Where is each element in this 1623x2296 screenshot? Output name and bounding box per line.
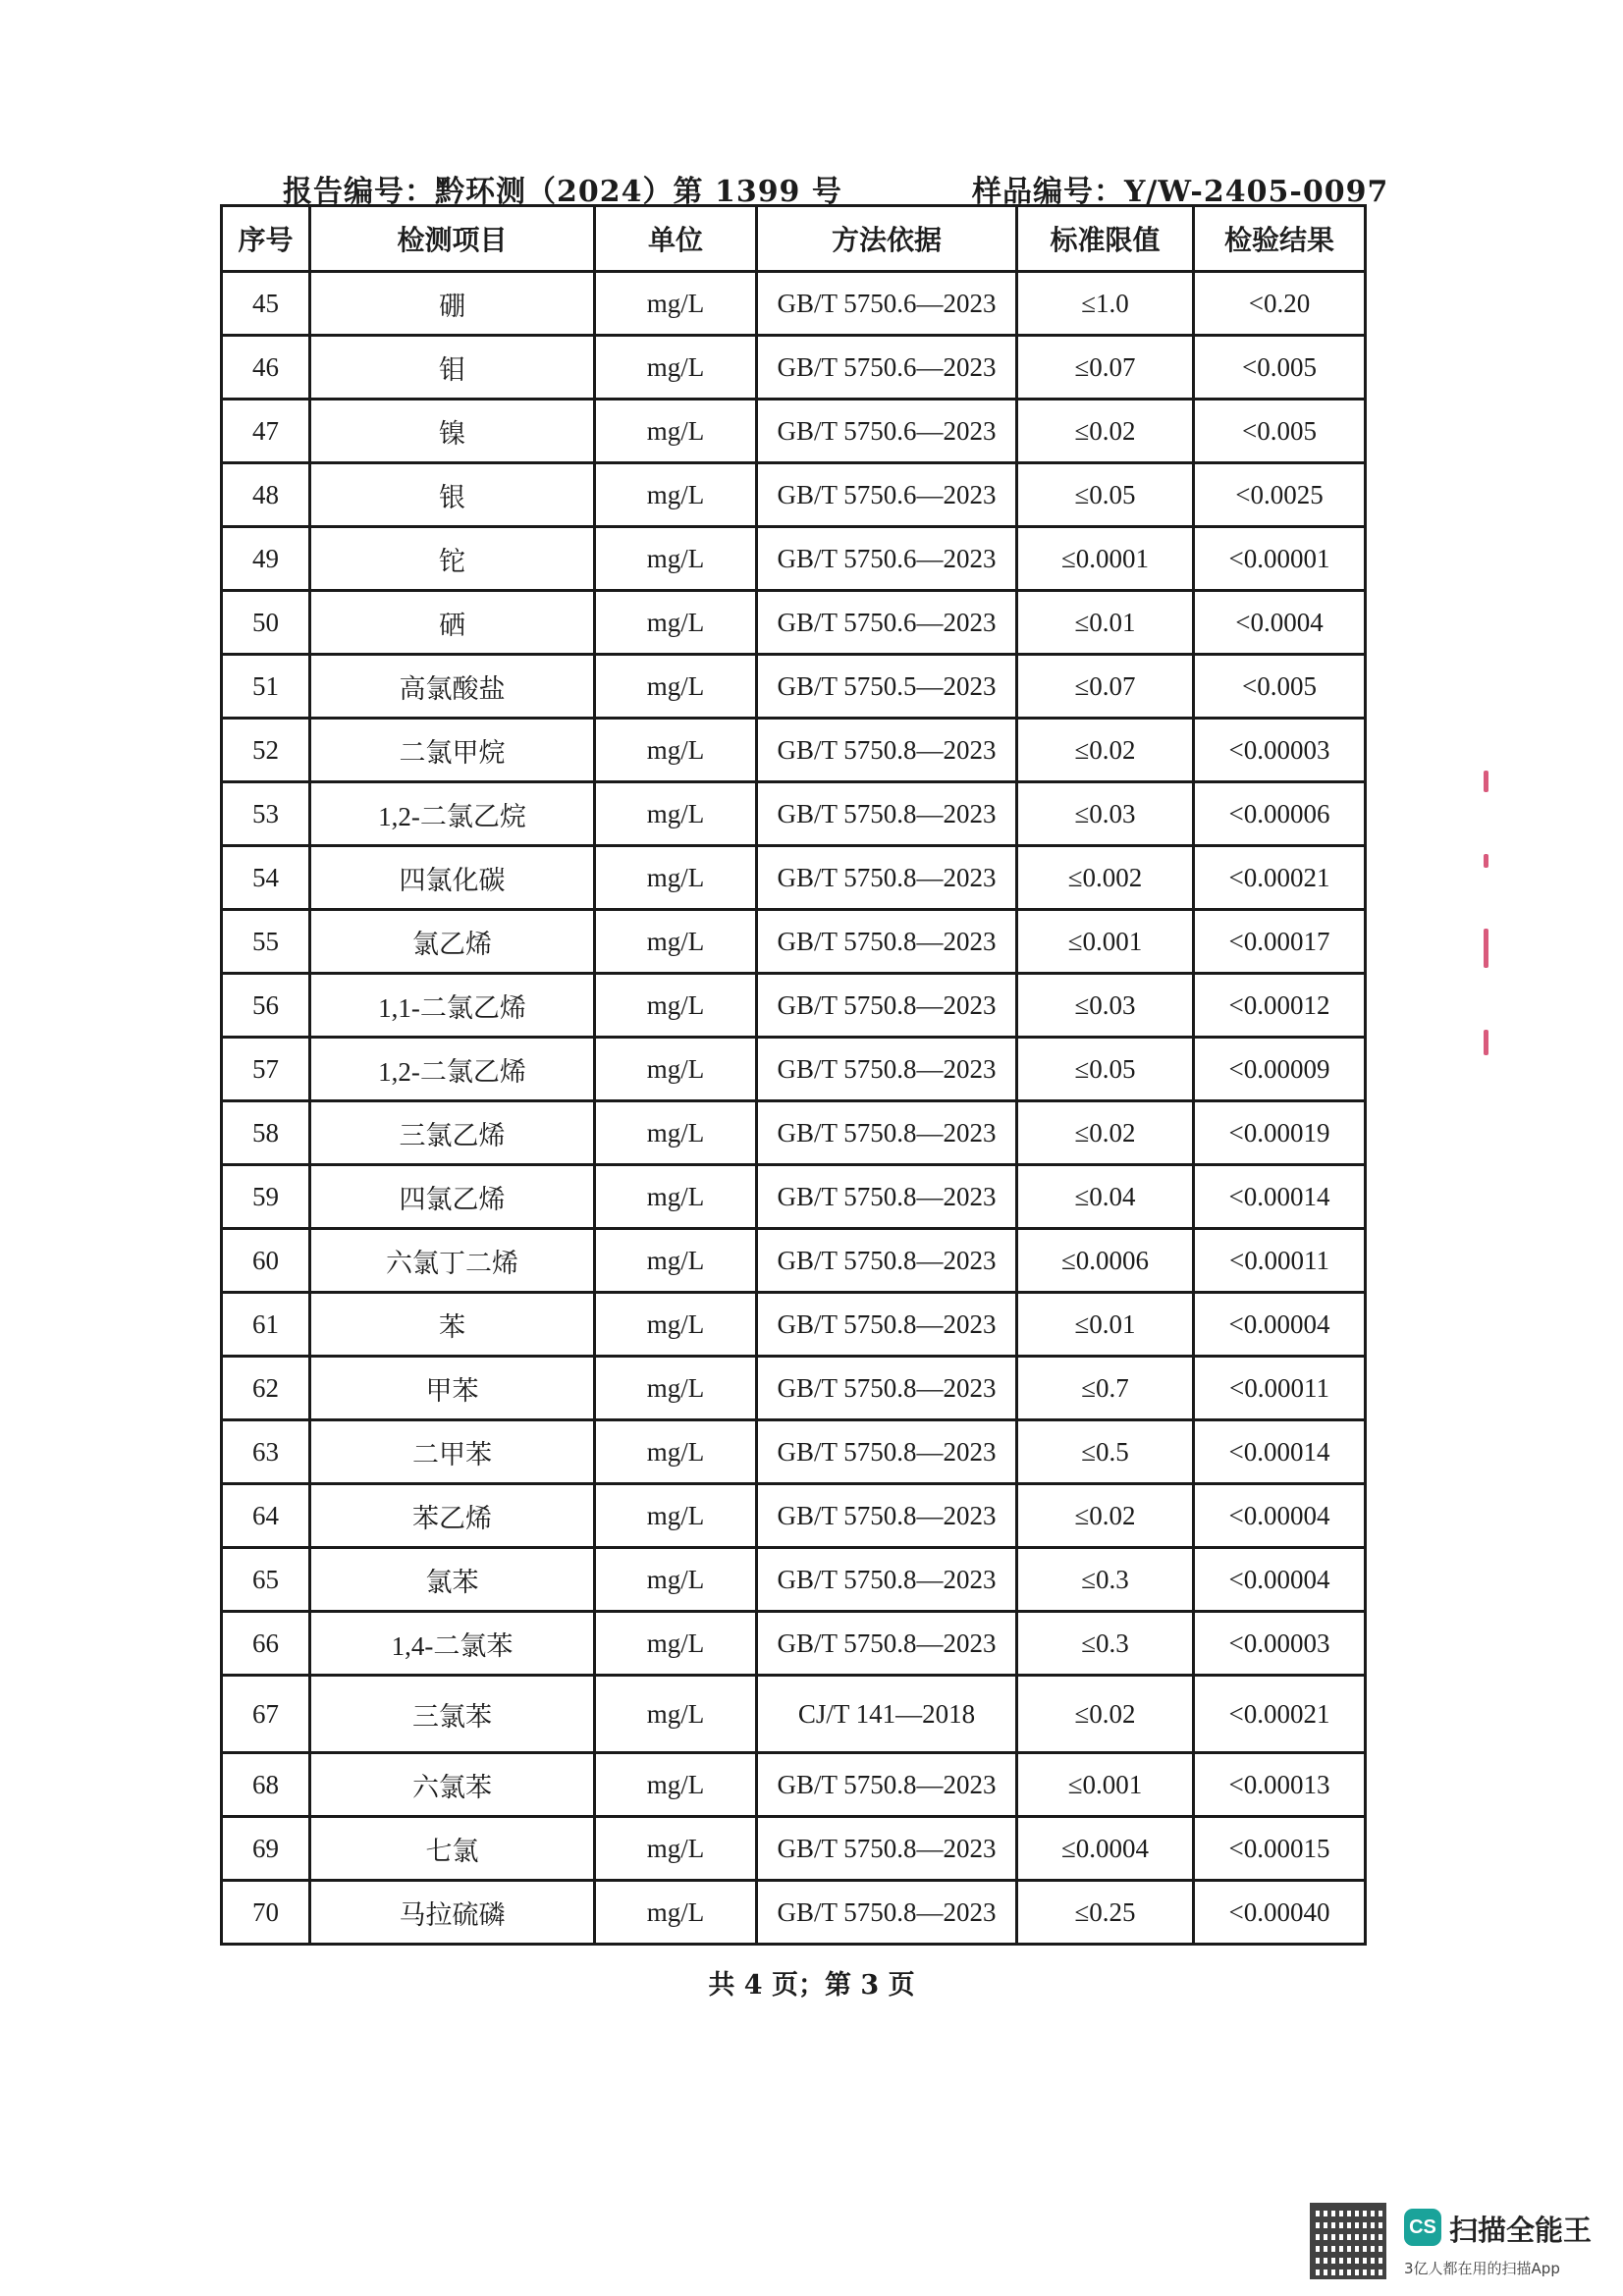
standard-limit: ≤0.07 [1017,336,1194,400]
row-index: 49 [222,527,310,591]
method-standard: GB/T 5750.8—2023 [757,1484,1017,1548]
test-result: <0.00015 [1194,1817,1366,1881]
test-result: <0.0025 [1194,463,1366,527]
standard-limit: ≤0.01 [1017,1293,1194,1357]
table-row [222,782,1366,846]
unit: mg/L [595,1612,757,1676]
row-index: 57 [222,1038,310,1101]
standard-limit: ≤0.7 [1017,1357,1194,1420]
test-result: <0.005 [1194,336,1366,400]
unit: mg/L [595,272,757,336]
unit: mg/L [595,527,757,591]
table-row [222,1229,1366,1293]
method-standard: GB/T 5750.8—2023 [757,1165,1017,1229]
unit: mg/L [595,782,757,846]
report-number: 报告编号：黔环测（2024）第 1399 号 [283,175,842,209]
test-result: <0.00014 [1194,1165,1366,1229]
test-item: 三氯苯 [310,1676,595,1753]
unit: mg/L [595,1484,757,1548]
table-row [222,719,1366,782]
table-row [222,1548,1366,1612]
unit: mg/L [595,1817,757,1881]
method-standard: GB/T 5750.6—2023 [757,400,1017,463]
method-standard: GB/T 5750.8—2023 [757,719,1017,782]
method-standard: GB/T 5750.8—2023 [757,974,1017,1038]
method-standard: GB/T 5750.8—2023 [757,1229,1017,1293]
table-row [222,1484,1366,1548]
row-index: 50 [222,591,310,655]
table-body [222,272,1366,1945]
unit: mg/L [595,1293,757,1357]
test-item: 1,4-二氯苯 [310,1612,595,1676]
method-standard: GB/T 5750.8—2023 [757,1817,1017,1881]
table-row [222,1357,1366,1420]
standard-limit: ≤0.05 [1017,1038,1194,1101]
qr-code [1310,2203,1386,2279]
unit: mg/L [595,1753,757,1817]
method-standard: GB/T 5750.8—2023 [757,1357,1017,1420]
method-standard: GB/T 5750.8—2023 [757,1548,1017,1612]
standard-limit: ≤0.02 [1017,1484,1194,1548]
standard-limit: ≤0.03 [1017,974,1194,1038]
method-standard: GB/T 5750.5—2023 [757,655,1017,719]
table-row [222,1038,1366,1101]
method-standard: GB/T 5750.8—2023 [757,1753,1017,1817]
test-item: 1,2-二氯乙烷 [310,782,595,846]
test-item: 镍 [310,400,595,463]
unit: mg/L [595,336,757,400]
unit: mg/L [595,974,757,1038]
column-header-index: 序号 [222,206,310,272]
test-item: 二氯甲烷 [310,719,595,782]
method-standard: GB/T 5750.8—2023 [757,910,1017,974]
test-result: <0.00006 [1194,782,1366,846]
standard-limit: ≤1.0 [1017,272,1194,336]
row-index: 55 [222,910,310,974]
method-standard: CJ/T 141—2018 [757,1676,1017,1753]
test-item: 甲苯 [310,1357,595,1420]
test-item: 苯乙烯 [310,1484,595,1548]
standard-limit: ≤0.07 [1017,655,1194,719]
method-standard: GB/T 5750.8—2023 [757,846,1017,910]
scanner-watermark [1310,2203,1604,2281]
method-standard: GB/T 5750.8—2023 [757,1881,1017,1945]
test-item: 二甲苯 [310,1420,595,1484]
row-index: 68 [222,1753,310,1817]
row-index: 59 [222,1165,310,1229]
unit: mg/L [595,1881,757,1945]
standard-limit: ≤0.02 [1017,1676,1194,1753]
test-result: <0.00013 [1194,1753,1366,1817]
test-item: 1,1-二氯乙烯 [310,974,595,1038]
unit: mg/L [595,1165,757,1229]
standard-limit: ≤0.25 [1017,1881,1194,1945]
unit: mg/L [595,1420,757,1484]
method-standard: GB/T 5750.8—2023 [757,782,1017,846]
table-row [222,1817,1366,1881]
test-result: <0.00004 [1194,1293,1366,1357]
method-standard: GB/T 5750.6—2023 [757,463,1017,527]
test-result: <0.00001 [1194,527,1366,591]
standard-limit: ≤0.5 [1017,1420,1194,1484]
row-index: 61 [222,1293,310,1357]
test-item: 四氯乙烯 [310,1165,595,1229]
standard-limit: ≤0.05 [1017,463,1194,527]
column-header-method: 方法依据 [757,206,1017,272]
standard-limit: ≤0.001 [1017,1753,1194,1817]
page-footer: 共 4 页；第 3 页 [708,1970,915,2001]
row-index: 45 [222,272,310,336]
standard-limit: ≤0.0004 [1017,1817,1194,1881]
test-item: 硼 [310,272,595,336]
row-index: 58 [222,1101,310,1165]
table-row [222,974,1366,1038]
method-standard: GB/T 5750.6—2023 [757,527,1017,591]
test-item: 铊 [310,527,595,591]
row-index: 62 [222,1357,310,1420]
test-result: <0.00011 [1194,1357,1366,1420]
row-index: 52 [222,719,310,782]
test-item: 七氯 [310,1817,595,1881]
test-result: <0.00012 [1194,974,1366,1038]
test-result: <0.00004 [1194,1484,1366,1548]
row-index: 63 [222,1420,310,1484]
unit: mg/L [595,1548,757,1612]
standard-limit: ≤0.03 [1017,782,1194,846]
test-item: 氯乙烯 [310,910,595,974]
method-standard: GB/T 5750.6—2023 [757,272,1017,336]
row-index: 60 [222,1229,310,1293]
test-result: <0.00004 [1194,1548,1366,1612]
seal-stamp-fragment [1479,771,1492,1055]
test-item: 四氯化碳 [310,846,595,910]
unit: mg/L [595,1038,757,1101]
test-item: 六氯苯 [310,1753,595,1817]
row-index: 47 [222,400,310,463]
table-row [222,1420,1366,1484]
method-standard: GB/T 5750.6—2023 [757,336,1017,400]
table-row [222,1881,1366,1945]
table-row [222,272,1366,336]
unit: mg/L [595,846,757,910]
column-header-item: 检测项目 [310,206,595,272]
test-result: <0.005 [1194,655,1366,719]
row-index: 53 [222,782,310,846]
table-row [222,400,1366,463]
table-row [222,1676,1366,1753]
column-header-unit: 单位 [595,206,757,272]
method-standard: GB/T 5750.8—2023 [757,1293,1017,1357]
test-result: <0.00009 [1194,1038,1366,1101]
table-header-row [222,206,1366,272]
unit: mg/L [595,463,757,527]
table-row [222,591,1366,655]
test-result: <0.00011 [1194,1229,1366,1293]
row-index: 48 [222,463,310,527]
row-index: 67 [222,1676,310,1753]
standard-limit: ≤0.04 [1017,1165,1194,1229]
standard-limit: ≤0.001 [1017,910,1194,974]
row-index: 46 [222,336,310,400]
brand-name: 扫描全能王 [1449,2214,1593,2247]
row-index: 70 [222,1881,310,1945]
row-index: 56 [222,974,310,1038]
test-result: <0.00021 [1194,846,1366,910]
test-item: 三氯乙烯 [310,1101,595,1165]
standard-limit: ≤0.02 [1017,400,1194,463]
row-index: 64 [222,1484,310,1548]
standard-limit: ≤0.3 [1017,1612,1194,1676]
standard-limit: ≤0.02 [1017,1101,1194,1165]
test-result: <0.0004 [1194,591,1366,655]
camscanner-logo-icon: CS [1404,2209,1441,2246]
unit: mg/L [595,400,757,463]
table-row [222,846,1366,910]
test-item: 马拉硫磷 [310,1881,595,1945]
table-row [222,527,1366,591]
table-row [222,1612,1366,1676]
brand-slogan: 3亿人都在用的扫描App [1404,2260,1560,2277]
table-row [222,910,1366,974]
unit: mg/L [595,1357,757,1420]
test-result: <0.00040 [1194,1881,1366,1945]
unit: mg/L [595,655,757,719]
test-item: 苯 [310,1293,595,1357]
test-result: <0.00021 [1194,1676,1366,1753]
column-header-limit: 标准限值 [1017,206,1194,272]
method-standard: GB/T 5750.8—2023 [757,1038,1017,1101]
test-item: 高氯酸盐 [310,655,595,719]
table-row [222,463,1366,527]
test-item: 1,2-二氯乙烯 [310,1038,595,1101]
test-result: <0.00003 [1194,719,1366,782]
method-standard: GB/T 5750.8—2023 [757,1420,1017,1484]
standard-limit: ≤0.01 [1017,591,1194,655]
table-row [222,1753,1366,1817]
test-item: 钼 [310,336,595,400]
column-header-result: 检验结果 [1194,206,1366,272]
row-index: 66 [222,1612,310,1676]
standard-limit: ≤0.3 [1017,1548,1194,1612]
unit: mg/L [595,1101,757,1165]
test-item: 银 [310,463,595,527]
standard-limit: ≤0.0001 [1017,527,1194,591]
test-result: <0.20 [1194,272,1366,336]
table-row [222,1101,1366,1165]
unit: mg/L [595,1229,757,1293]
unit: mg/L [595,1676,757,1753]
test-item: 硒 [310,591,595,655]
row-index: 54 [222,846,310,910]
method-standard: GB/T 5750.8—2023 [757,1101,1017,1165]
test-results-table [220,204,1367,1946]
table-row [222,655,1366,719]
test-result: <0.00017 [1194,910,1366,974]
table-row [222,1293,1366,1357]
test-item: 氯苯 [310,1548,595,1612]
row-index: 69 [222,1817,310,1881]
unit: mg/L [595,910,757,974]
table-row [222,336,1366,400]
test-item: 六氯丁二烯 [310,1229,595,1293]
row-index: 65 [222,1548,310,1612]
method-standard: GB/T 5750.8—2023 [757,1612,1017,1676]
test-result: <0.005 [1194,400,1366,463]
unit: mg/L [595,719,757,782]
standard-limit: ≤0.0006 [1017,1229,1194,1293]
test-result: <0.00019 [1194,1101,1366,1165]
unit: mg/L [595,591,757,655]
row-index: 51 [222,655,310,719]
sample-number: 样品编号：Y/W-2405-0097 [972,175,1389,209]
method-standard: GB/T 5750.6—2023 [757,591,1017,655]
test-result: <0.00003 [1194,1612,1366,1676]
standard-limit: ≤0.02 [1017,719,1194,782]
standard-limit: ≤0.002 [1017,846,1194,910]
table-row [222,1165,1366,1229]
test-result: <0.00014 [1194,1420,1366,1484]
